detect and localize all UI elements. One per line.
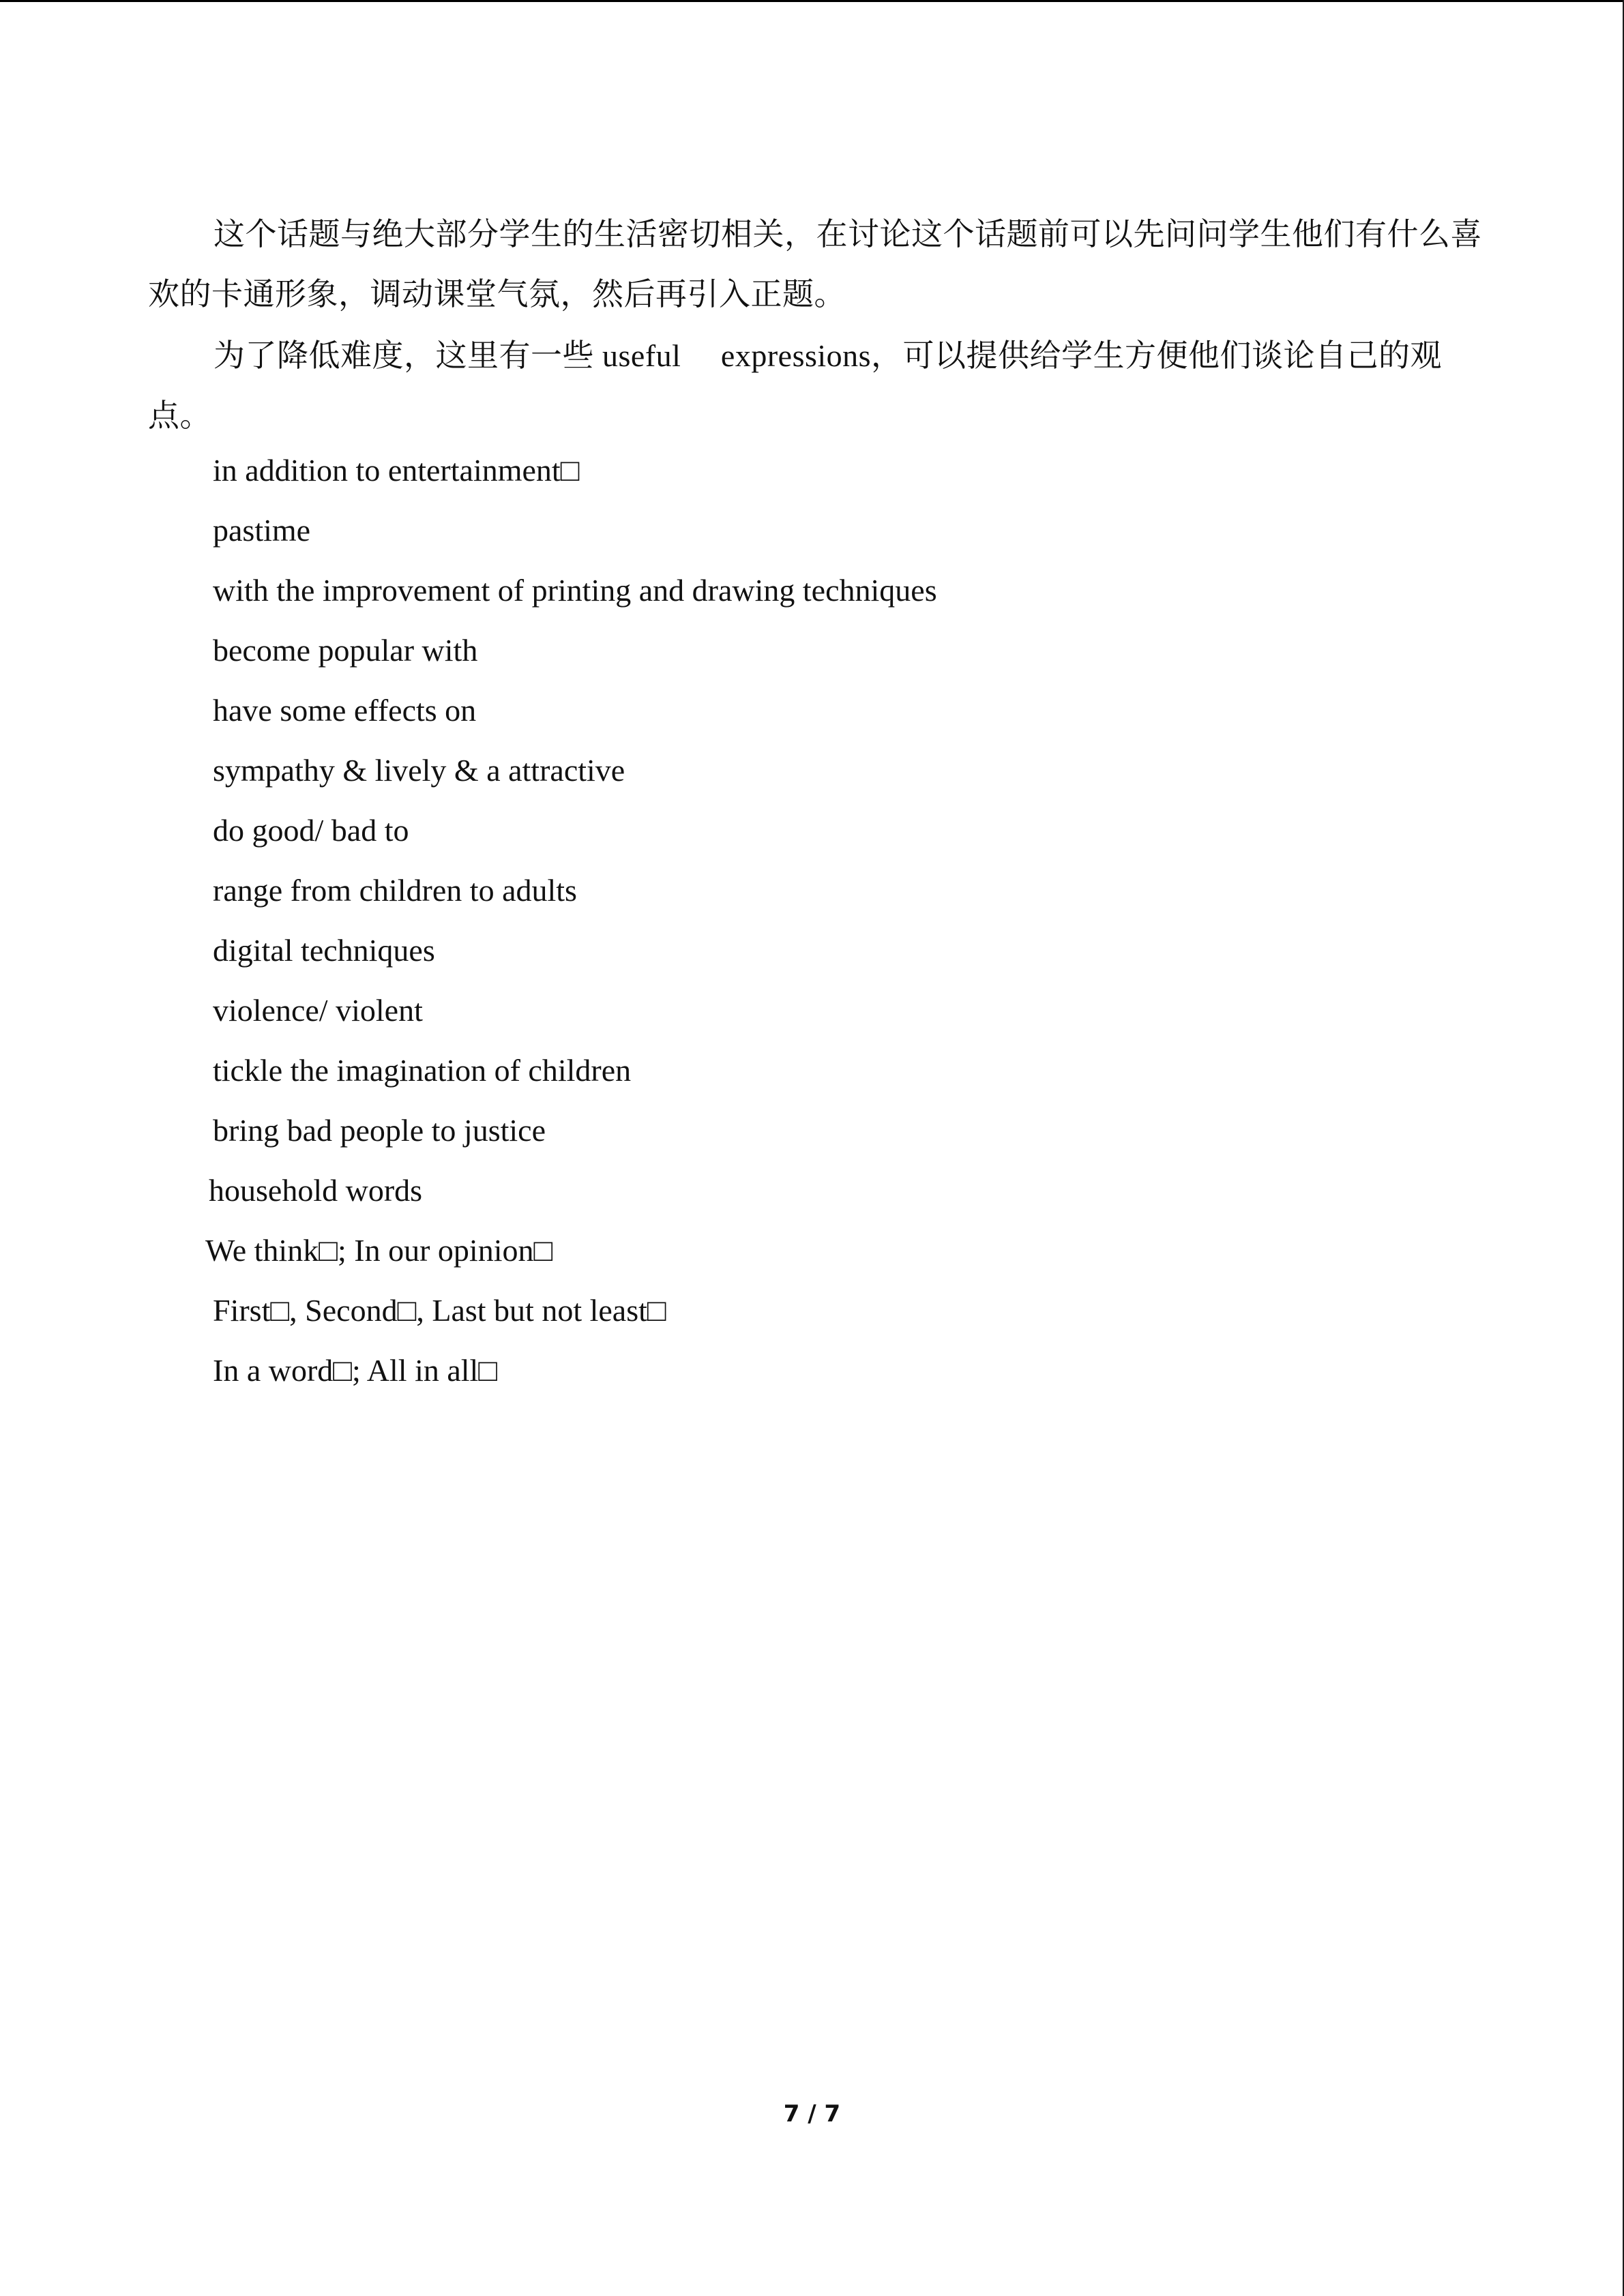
expression-item: household words <box>209 1173 423 1208</box>
expression-item: with the improvement of printing and drawing techniques <box>213 573 937 608</box>
expression-item: bring bad people to justice <box>213 1113 546 1148</box>
expression-item: range from children to adults <box>213 873 577 908</box>
expression-item: become popular with <box>213 633 478 668</box>
useful-expressions-paragraph: 为了降低难度，这里有一些 useful expressions，可以提供给学生方便他们谈论自己的观点。 <box>148 338 1443 433</box>
expression-item: digital techniques <box>213 933 435 968</box>
page-number: 7 / 7 <box>783 2100 841 2128</box>
intro-paragraph: 这个话题与绝大部分学生的生活密切相关，在讨论这个话题前可以先问问学生他们有什么喜欢的卡通形象，调动课堂气氛，然后再引入正题。 <box>148 217 1482 312</box>
expression-item: violence/ violent <box>213 993 423 1028</box>
page-top-border <box>0 0 1624 2</box>
expression-item: tickle the imagination of children <box>213 1053 632 1088</box>
expression-item: in addition to entertainment□ <box>213 453 580 488</box>
expression-item: First□, Second□, Last but not least□ <box>213 1293 666 1328</box>
expression-item: We think□; In our opinion□ <box>205 1233 553 1268</box>
expression-item: do good/ bad to <box>213 813 409 848</box>
expression-item: In a word□; All in all□ <box>213 1353 498 1388</box>
expression-item: pastime <box>213 513 311 548</box>
expression-item: sympathy & lively & a attractive <box>213 753 625 788</box>
expression-item: have some effects on <box>213 693 477 728</box>
